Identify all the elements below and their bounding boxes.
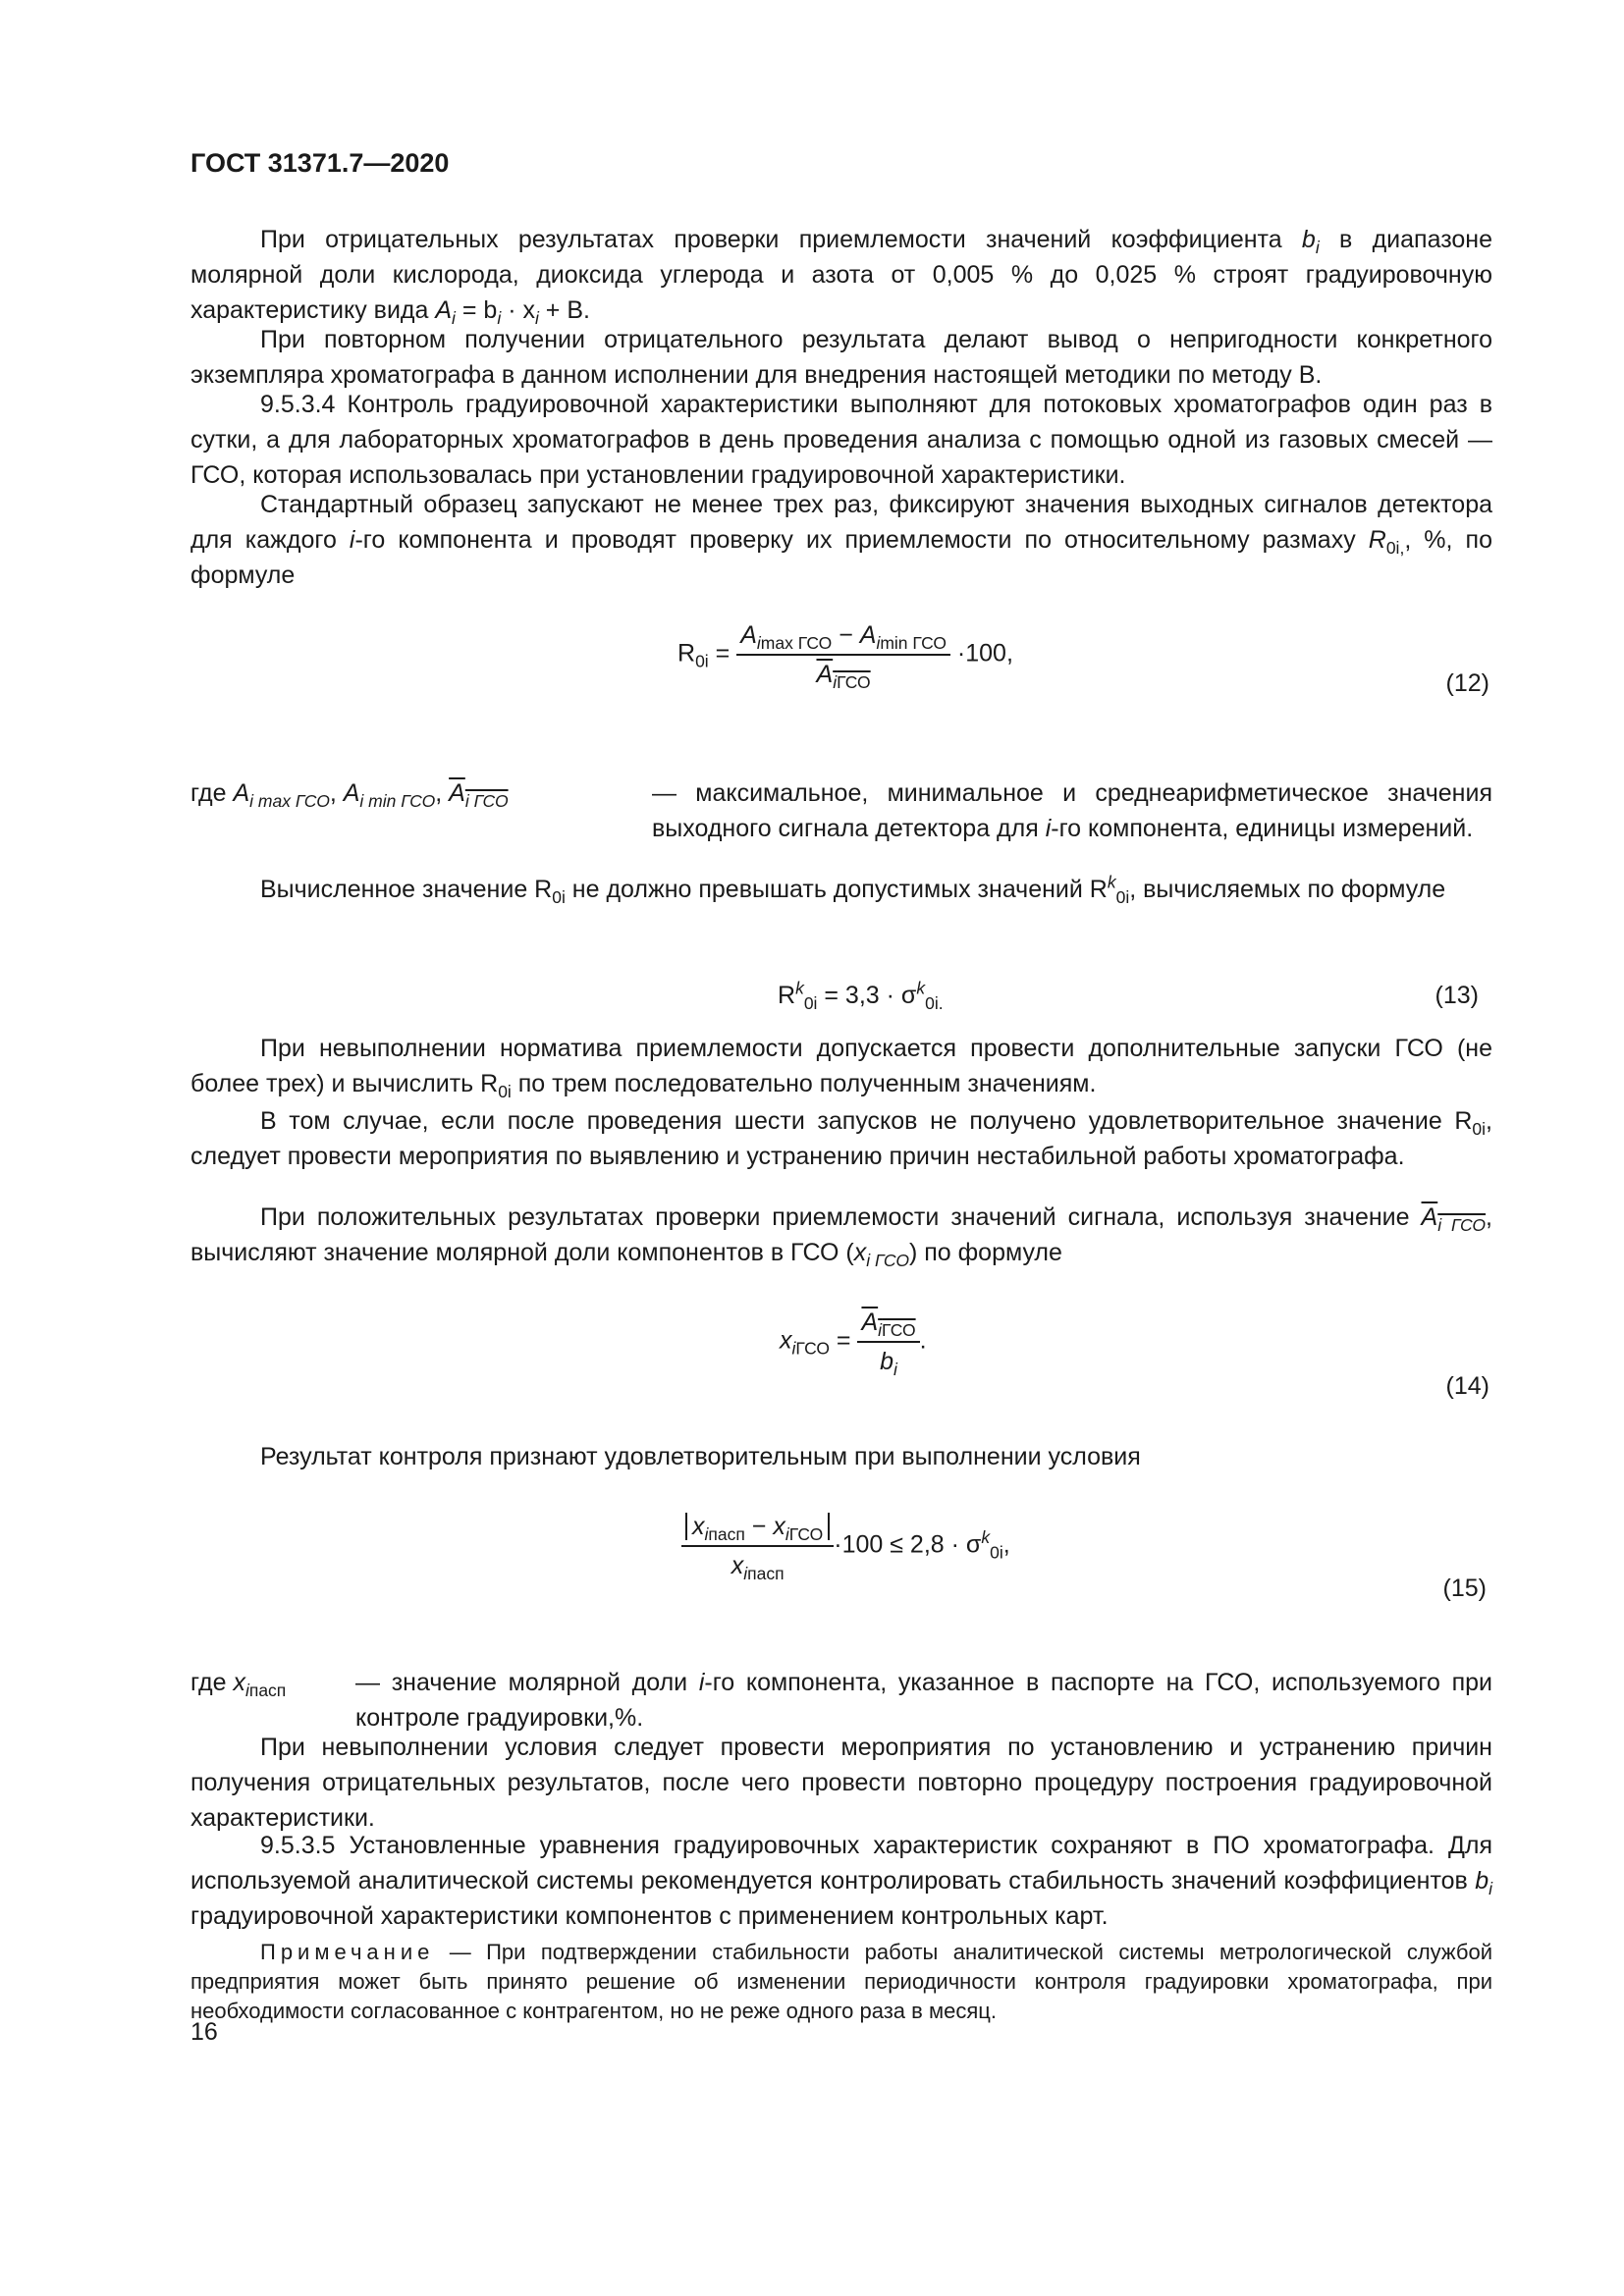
equation-15: $\frac{x_{iпасп} - x_{iГСО}}{x_{iпасп}}$ $\cdot 100 \le 2,8 \cdot \sigma^k_{0i}$,: [681, 1512, 1010, 1580]
paragraph: Результат контроля признают удовлетворительным при выполнении условия: [260, 1443, 1141, 1470]
paragraph: Стандартный образец запускают не менее трех раз, фиксируют значения выходных сигналов детектора для каждого i-го компонента и проводят проверку их приемлемости по относительному размаху $R_{0i,}$, %, по формуле: [190, 491, 1492, 589]
equation-number: (12): [1445, 669, 1489, 697]
fraction: $\frac{x_{iпасп} - x_{iГСО}}{x_{iпасп}}$: [681, 1512, 834, 1580]
page-number: 16: [190, 2018, 218, 2046]
paragraph: При положительных результатах проверки приемлемости значений сигнала, используя значение $A_{i ГСО}$, вычисляют значение молярной доли компонентов в ГСО $(x_{i ГСО})$ по формуле: [190, 1203, 1492, 1271]
paragraph: Вычисленное значение $R_{0i}$ не должно превышать допустимых значений $R^k_{0i}$, вычисляемых по формуле: [260, 872, 1446, 908]
paragraph: При невыполнении условия следует провести мероприятия по установлению и устранению причин получения отрицательных результатов, после чего провести повторно процедуру построения градуировочной характеристики.: [190, 1734, 1492, 1832]
equation-number: (13): [1435, 982, 1479, 1009]
paragraph: В том случае, если после проведения шести запусков не получено удовлетворительное значение $R_{0i}$, следует провести мероприятия по выявлению и устранению причин нестабильной работы хроматографа.: [190, 1107, 1492, 1170]
note: Примечание — При подтверждении стабильности работы аналитической системы метрологической службой предприятия может быть принято решение об изменении периодичности контроля градуировки хроматографа, при необходимости согласованное с контрагентом, но не реже одного раза в месяц.: [190, 1940, 1492, 2023]
fraction: $\frac{A_{imax ГСО} - A_{imin ГСО}}{A_{iГСО}}$: [736, 620, 950, 689]
paragraph: При отрицательных результатах проверки приемлемости значений коэффициента $b_i$ в диапазоне молярной доли кислорода, диоксида углерода и азота от 0,005 % до 0,025 % строят градуировочную характеристику вида $A_i = b_i \cdot x_i + B$.: [190, 226, 1493, 329]
fraction: $\frac{A_{iГСО}}{b_i}$: [857, 1308, 919, 1376]
equation-number: (14): [1445, 1372, 1489, 1400]
equation-number: (15): [1442, 1575, 1487, 1602]
where-clause: где $A_{i max ГСО}$, $A_{i min ГСО}$, $A_{i ГСО}$ — максимальное, минимальное и среднеарифметическое значения выходного сигнала детектора для i-го компонента, единицы измерений.: [190, 779, 1492, 842]
where-clause: где $x_{iпасп}$ — значение молярной доли i-го компонента, указанное в паспорте на ГСО, используемого при контроле градуировки,%.: [190, 1669, 1492, 1732]
paragraph: 9.5.3.4 Контроль градуировочной характеристики выполняют для потоковых хроматографов один раз в сутки, а для лабораторных хроматографов в день проведения анализа с помощью одной из газовых смесей — ГСО, которая использовалась при установлении градуировочной характеристики.: [190, 391, 1492, 489]
paragraph: 9.5.3.5 Установленные уравнения градуировочных характеристик сохраняют в ПО хроматографа. Для используемой аналитической системы рекомендуется контролировать стабильность значений коэффициентов $b_i$ градуировочной характеристики компонентов с применением контрольных карт.: [190, 1832, 1492, 1930]
paragraph: При невыполнении норматива приемлемости допускается провести дополнительные запуски ГСО (не более трех) и вычислить $R_{0i}$ по трем последовательно полученным значениям.: [190, 1035, 1492, 1102]
note-label: Примечание: [260, 1940, 435, 1964]
equation-14: $x_{iГСО}$ = $\frac{A_{iГСО}}{b_i}$ .: [780, 1308, 927, 1380]
equation-13: $R^k_{0i} = 3,3 \cdot \sigma^k_{0i.}$: [778, 978, 944, 1014]
document-header: ГОСТ 31371.7—2020: [190, 148, 450, 178]
paragraph: При повторном получении отрицательного результата делают вывод о непригодности конкретного экземпляра хроматографа в данном исполнении для внедрения настоящей методики по методу В.: [190, 326, 1492, 389]
equation-12: $R_{0i}$ = $\frac{A_{imax ГСО} - A_{imin ГСО}}{A_{iГСО}}$ ·100,: [677, 621, 1013, 693]
